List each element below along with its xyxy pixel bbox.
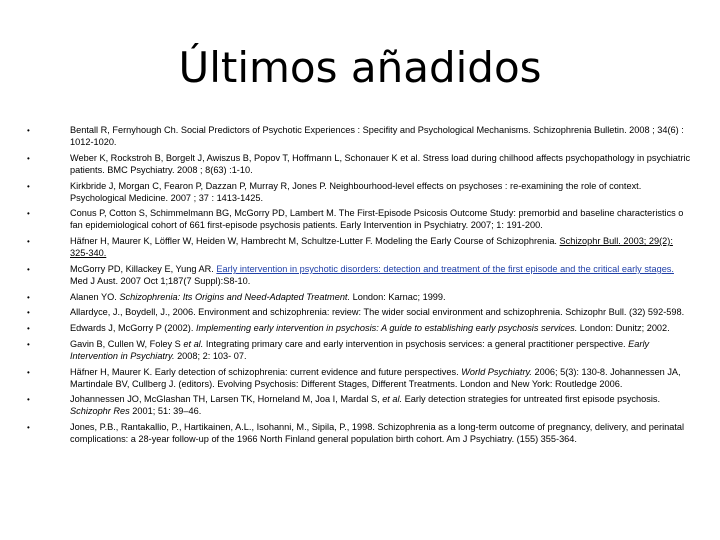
reference-text: Johannessen JO, McGlashan TH, Larsen TK, Horneland M, Joa I, Mardal S, — [70, 394, 383, 405]
bullet-icon: • — [27, 264, 30, 274]
bullet-icon: • — [27, 209, 30, 219]
reference-text: Conus P, Cotton S, Schimmelmann BG, McGorry PD, Lambert M. The First-Episode Psicosis Outcome Study: premorbid and baseline characteristics o fan epidemiological cohort of 661 first-episode psychosis patients. Early Intervention in Psychiatry. 2007; 1: 191-200. — [70, 208, 684, 231]
bullet-icon: • — [27, 367, 30, 377]
reference-text: Early detection strategies for untreated first episode psychosis. — [402, 394, 661, 405]
reference-text: London: Dunitz; 2002. — [577, 323, 670, 334]
reference-item — [27, 235, 693, 259]
reference-item — [27, 124, 693, 148]
reference-text: 2008; 2: 103- 07. — [174, 350, 247, 361]
reference-italic-text: World Psychiatry. — [461, 366, 532, 377]
reference-item — [27, 180, 693, 204]
bullet-icon: • — [27, 237, 30, 247]
reference-item — [27, 393, 693, 417]
reference-text: Weber K, Rockstroh B, Borgelt J, Awiszus B, Popov T, Hoffmann L, Schonauer K et al. Stress load during chilhood affects psychopathology in psychiatric patients. BMC Psychiatry. 2008 ; 8(63) :1-10. — [70, 152, 691, 175]
reference-italic-text: Implementing early intervention in psychosis: A guide to establishing early psychosis services. — [195, 323, 578, 334]
reference-italic-text: et al. — [183, 338, 204, 349]
reference-underlined-text: Schizophr Bull. 2003; 29(2): 325-340. — [70, 236, 673, 259]
reference-text: Alanen YO. — [70, 291, 120, 302]
reference-item — [27, 366, 693, 390]
reference-text: London: Karnac; 1999. — [350, 291, 446, 302]
reference-text: 2006; 5(3): 130-8. Johannessen JA, Martindale BV, Cullberg J. (editors). Evolving Psychosis: Different Stages, Different Treatments. London and New York: Routledge 2006. — [70, 366, 681, 389]
bullet-icon: • — [27, 292, 30, 302]
reference-text: 2001; 51: 39–46. — [129, 406, 202, 417]
reference-item — [27, 338, 693, 362]
bullet-icon: • — [27, 324, 30, 334]
reference-text: Allardyce, J., Boydell, J., 2006. Environment and schizophrenia: review: The wider social environment and schizophrenia. Schizophr Bull. (32) 592-598. — [70, 307, 685, 318]
bullet-icon: • — [27, 395, 30, 405]
reference-text: Integrating primary care and early intervention in psychosis services: a general practitioner perspective. — [203, 338, 629, 349]
bullet-icon: • — [27, 339, 30, 349]
reference-item — [27, 322, 693, 334]
reference-text: Kirkbride J, Morgan C, Fearon P, Dazzan P, Murray R, Jones P. Neighbourhood-level effects on psychoses : re-examining the role of context. Psychological Medicine. 2007 ; 37 : 1413-1425. — [70, 180, 642, 203]
reference-text: Häfner H, Maurer K. Early detection of schizophrenia: current evidence and future perspectives. — [70, 366, 462, 377]
reference-italic-text: et al. — [382, 394, 403, 405]
reference-text: Bentall R, Fernyhough Ch. Social Predictors of Psychotic Experiences : Specifity and Psychological Mechanisms. Schizophrenia Bulletin. 2008 ; 34(6) : 1012-1020. — [70, 125, 684, 148]
reference-text: Jones, P.B., Rantakallio, P., Hartikainen, A.L., Isohanni, M., Sipila, P., 1998. Schizophrenia as a long-term outcome of pregnancy, delivery, and perinatal complications: a 28-year follow-up of the 1966 North Finland general population birth cohort. Am J Psychiatry. (155) 355-364. — [70, 422, 685, 445]
reference-item — [27, 306, 693, 318]
slide-title: Últimos añadidos — [178, 43, 542, 92]
bullet-icon: • — [27, 308, 30, 318]
reference-text: Häfner H, Maurer K, Löffler W, Heiden W, Hambrecht M, Schultze-Lutter F. Modeling the Early Course of Schizophrenia. — [70, 236, 560, 247]
reference-italic-text: Schizophrenia: Its Origins and Need-Adapted Treatment. — [119, 291, 351, 302]
reference-text: Med J Aust. 2007 Oct 1;187(7 Suppl):S8-10. — [70, 276, 251, 286]
reference-item — [27, 291, 693, 303]
reference-italic-text: Early Intervention in Psychiatry. — [70, 338, 650, 361]
reference-item — [27, 152, 693, 176]
reference-list — [27, 124, 693, 449]
bullet-icon: • — [27, 126, 30, 135]
bullet-icon: • — [27, 181, 30, 191]
reference-text: Edwards J, McGorry P (2002). — [70, 323, 196, 334]
bullet-icon: • — [27, 153, 30, 163]
reference-item — [27, 421, 693, 445]
reference-text: Gavin B, Cullen W, Foley S — [70, 338, 184, 349]
reference-italic-text: Schizophr Res — [70, 406, 130, 417]
reference-text: McGorry PD, Killackey E, Yung AR. — [70, 263, 217, 274]
reference-item — [27, 207, 693, 231]
reference-link[interactable]: Early intervention in psychotic disorders: detection and treatment of the first episode and the critical early stages. — [216, 263, 674, 274]
reference-item — [27, 263, 693, 287]
bullet-icon: • — [27, 423, 30, 433]
